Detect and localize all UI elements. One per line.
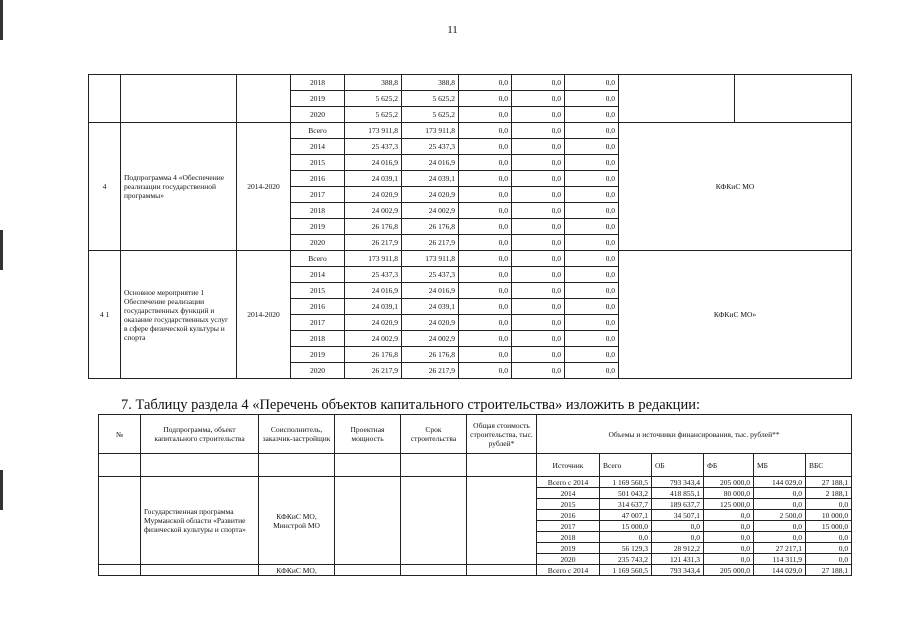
source-cell: Всего с 2014 [537,565,600,576]
value-cell: 418 855,1 [652,488,704,499]
year-cell: 2018 [291,331,345,347]
value-cell: 0,0 [704,543,754,554]
value-cell: 1 169 560,5 [600,477,652,488]
value-cell: 0,0 [512,347,565,363]
row-number: 4 1 [89,251,121,379]
value-cell: 0,0 [565,251,619,267]
value-cell: 0,0 [459,203,512,219]
value-cell: 34 507,1 [652,510,704,521]
value-cell: 0,0 [565,315,619,331]
value-cell: 56 129,3 [600,543,652,554]
value-cell: 0,0 [565,91,619,107]
year-cell: Всего [291,123,345,139]
year-cell: 2014 [291,267,345,283]
value-cell: 0,0 [565,283,619,299]
value-cell: 0,0 [459,235,512,251]
value-cell: 0,0 [459,299,512,315]
value-cell: 0,0 [512,283,565,299]
value-cell: 5 625,2 [345,91,402,107]
value-cell: 2 188,1 [806,488,852,499]
value-cell: 173 911,8 [345,123,402,139]
source-cell: 2018 [537,532,600,543]
value-cell: 0,0 [512,363,565,379]
col-header: Соисполнитель, заказчик-застройщик [259,415,335,454]
value-cell: 0,0 [512,267,565,283]
value-cell: 0,0 [459,283,512,299]
value-cell: 0,0 [512,251,565,267]
value-cell: 121 431,3 [652,554,704,565]
col-header: № [99,415,141,454]
value-cell: 0,0 [565,171,619,187]
value-cell: 24 039,1 [402,171,459,187]
value-cell: 0,0 [459,331,512,347]
page-edge-mark [0,0,3,40]
value-cell: 0,0 [459,139,512,155]
year-cell: 2019 [291,91,345,107]
sub-header: ОБ [652,454,704,477]
value-cell: 205 000,0 [704,477,754,488]
value-cell: 125 000,0 [704,499,754,510]
value-cell: 26 176,8 [345,347,402,363]
value-cell: 144 029,0 [754,477,806,488]
value-cell: 0,0 [704,521,754,532]
value-cell: 0,0 [512,107,565,123]
value-cell: 0,0 [459,75,512,91]
value-cell: 24 016,9 [345,283,402,299]
value-cell: 0,0 [565,187,619,203]
value-cell: 0,0 [459,171,512,187]
value-cell: 0,0 [459,187,512,203]
col-header: Общая стоимость строительства, тыс. рублей* [467,415,537,454]
value-cell: 0,0 [512,123,565,139]
value-cell: 24 020,9 [402,187,459,203]
value-cell: 47 007,1 [600,510,652,521]
value-cell: 2 500,0 [754,510,806,521]
table-row [89,251,852,267]
coexecutor: КФКиС МО, [259,565,335,576]
row-number: 4 [89,123,121,251]
value-cell: 5 625,2 [402,91,459,107]
value-cell: 0,0 [565,299,619,315]
value-cell: 0,0 [565,75,619,91]
year-cell: 2014 [291,139,345,155]
value-cell: 26 176,8 [345,219,402,235]
number-cell [99,477,141,565]
year-cell: 2016 [291,171,345,187]
col-header: Объемы и источники финансирования, тыс. рублей** [537,415,852,454]
value-cell: 0,0 [565,203,619,219]
executor-cell [619,75,735,123]
value-cell: 0,0 [565,219,619,235]
sub-header: Источник [537,454,600,477]
value-cell: 144 029,0 [754,565,806,576]
value-cell: 314 637,7 [600,499,652,510]
source-cell: 2019 [537,543,600,554]
value-cell: 0,0 [565,155,619,171]
coexecutor: КФКиС МО, Минстрой МО [259,477,335,565]
name-cell [121,75,237,123]
value-cell: 25 437,3 [345,139,402,155]
funding-table [88,74,852,379]
value-cell: 0,0 [459,107,512,123]
col-header: Проектная мощность [335,415,401,454]
value-cell: 0,0 [459,347,512,363]
value-cell: 793 343,4 [652,565,704,576]
value-cell: 24 002,9 [345,203,402,219]
year-cell: 2019 [291,219,345,235]
year-cell: 2018 [291,203,345,219]
value-cell: 27 188,1 [806,565,852,576]
value-cell: 0,0 [512,139,565,155]
value-cell: 24 020,9 [345,315,402,331]
capacity-cell [335,477,401,565]
table-row [89,75,852,91]
value-cell: 24 002,9 [402,203,459,219]
year-cell: 2015 [291,283,345,299]
year-cell: 2020 [291,363,345,379]
col-header: Подпрограмма, объект капитального строительства [141,415,259,454]
value-cell: 501 043,2 [600,488,652,499]
value-cell: 235 743,2 [600,554,652,565]
value-cell: 0,0 [512,331,565,347]
value-cell: 0,0 [565,331,619,347]
term-cell [401,565,467,576]
year-cell: 2020 [291,107,345,123]
value-cell: 0,0 [459,251,512,267]
value-cell: 0,0 [512,235,565,251]
table-row [99,565,852,576]
value-cell: 793 343,4 [652,477,704,488]
value-cell: 0,0 [565,235,619,251]
value-cell: 26 176,8 [402,219,459,235]
value-cell: 15 000,0 [600,521,652,532]
value-cell: 173 911,8 [345,251,402,267]
value-cell: 0,0 [512,75,565,91]
page-number: 11 [447,24,458,36]
page-edge-mark [0,470,3,510]
value-cell: 24 039,1 [345,171,402,187]
year-cell: 2017 [291,187,345,203]
year-cell: 2020 [291,235,345,251]
value-cell: 25 437,3 [345,267,402,283]
year-cell: 2016 [291,299,345,315]
executor: КФКиС МО» [619,251,852,379]
value-cell: 10 000,0 [806,510,852,521]
value-cell: 189 637,7 [652,499,704,510]
value-cell: 0,0 [459,363,512,379]
value-cell: 28 912,2 [652,543,704,554]
value-cell: 80 000,0 [704,488,754,499]
value-cell: 24 039,1 [402,299,459,315]
table-row [89,123,852,139]
source-cell: Всего с 2014 [537,477,600,488]
value-cell: 0,0 [565,107,619,123]
source-cell: 2014 [537,488,600,499]
value-cell: 205 000,0 [704,565,754,576]
number-cell [89,75,121,123]
value-cell: 15 000,0 [806,521,852,532]
period-cell [237,75,291,123]
capacity-cell [335,565,401,576]
value-cell: 0,0 [512,171,565,187]
value-cell: 0,0 [565,139,619,155]
value-cell: 0,0 [652,521,704,532]
value-cell: 0,0 [459,315,512,331]
table-subheader-row [99,454,852,477]
value-cell: 0,0 [806,543,852,554]
sub-header: ВБС [806,454,852,477]
value-cell: 0,0 [459,219,512,235]
program-name: Подпрограмма 4 «Обеспечение реализации государственной программы» [121,123,237,251]
table-header-row [99,415,852,454]
value-cell: 5 625,2 [402,107,459,123]
executor: КФКиС МО [619,123,852,251]
col-header: Срок строительства [401,415,467,454]
value-cell: 0,0 [754,521,806,532]
value-cell: 27 217,1 [754,543,806,554]
sub-header: МБ [754,454,806,477]
value-cell: 25 437,3 [402,267,459,283]
value-cell: 0,0 [754,532,806,543]
value-cell: 1 169 560,5 [600,565,652,576]
sub-header: ФБ [704,454,754,477]
construction-objects-table [98,414,852,576]
section-heading: 7. Таблицу раздела 4 «Перечень объектов капитального строительства» изложить в редакции: [121,397,700,413]
value-cell: 24 016,9 [402,155,459,171]
value-cell: 24 020,9 [402,315,459,331]
value-cell: 0,0 [565,347,619,363]
program-name: Основное мероприятие 1 Обеспечение реализации государственных функций и оказание государственных услуг в сфере физической культуры и спорта [121,251,237,379]
value-cell: 5 625,2 [345,107,402,123]
value-cell: 0,0 [512,315,565,331]
page-edge-mark [0,230,3,270]
value-cell: 0,0 [512,91,565,107]
value-cell: 0,0 [565,123,619,139]
value-cell: 0,0 [459,155,512,171]
value-cell: 0,0 [704,532,754,543]
value-cell: 0,0 [565,267,619,283]
value-cell: 26 217,9 [402,235,459,251]
value-cell: 24 016,9 [345,155,402,171]
value-cell: 26 217,9 [402,363,459,379]
value-cell: 0,0 [459,91,512,107]
value-cell: 0,0 [512,299,565,315]
program-name: Государственная программа Мурманской области «Развитие физической культуры и спорта» [141,477,259,565]
year-cell: 2015 [291,155,345,171]
value-cell: 0,0 [600,532,652,543]
table-row [99,477,852,488]
value-cell: 0,0 [652,532,704,543]
value-cell: 0,0 [512,219,565,235]
value-cell: 25 437,3 [402,139,459,155]
value-cell: 0,0 [704,554,754,565]
value-cell: 24 020,9 [345,187,402,203]
value-cell: 173 911,8 [402,251,459,267]
executor-cell [735,75,852,123]
value-cell: 0,0 [806,532,852,543]
value-cell: 26 176,8 [402,347,459,363]
value-cell: 388,8 [402,75,459,91]
value-cell: 24 002,9 [402,331,459,347]
value-cell: 0,0 [806,499,852,510]
value-cell: 0,0 [512,187,565,203]
year-cell: Всего [291,251,345,267]
value-cell: 0,0 [754,499,806,510]
value-cell: 0,0 [806,554,852,565]
value-cell: 0,0 [704,510,754,521]
cost-cell [467,565,537,576]
value-cell: 0,0 [512,155,565,171]
term-cell [401,477,467,565]
value-cell: 0,0 [565,363,619,379]
value-cell: 0,0 [459,267,512,283]
period: 2014-2020 [237,251,291,379]
value-cell: 24 002,9 [345,331,402,347]
year-cell: 2017 [291,315,345,331]
period: 2014-2020 [237,123,291,251]
year-cell: 2019 [291,347,345,363]
source-cell: 2015 [537,499,600,510]
value-cell: 114 311,9 [754,554,806,565]
number-cell [99,565,141,576]
name-cell [141,565,259,576]
value-cell: 0,0 [512,203,565,219]
year-cell: 2018 [291,75,345,91]
value-cell: 24 016,9 [402,283,459,299]
value-cell: 388,8 [345,75,402,91]
source-cell: 2017 [537,521,600,532]
source-cell: 2016 [537,510,600,521]
value-cell: 26 217,9 [345,235,402,251]
sub-header: Всего [600,454,652,477]
value-cell: 27 188,1 [806,477,852,488]
cost-cell [467,477,537,565]
value-cell: 26 217,9 [345,363,402,379]
value-cell: 173 911,8 [402,123,459,139]
source-cell: 2020 [537,554,600,565]
value-cell: 0,0 [754,488,806,499]
value-cell: 0,0 [459,123,512,139]
value-cell: 24 039,1 [345,299,402,315]
